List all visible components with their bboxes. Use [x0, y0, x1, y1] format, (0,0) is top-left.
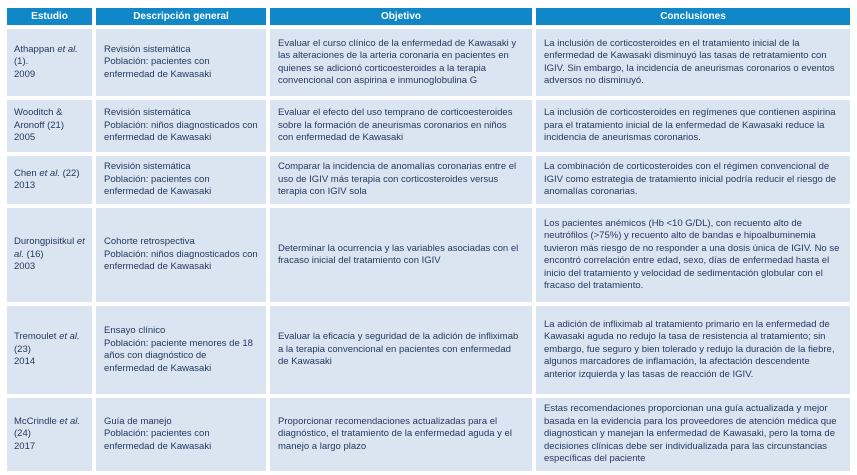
study-type: Guía de manejo	[104, 415, 172, 427]
et-al-italic: et al.	[57, 43, 78, 55]
et-al-italic: et al.	[59, 415, 81, 427]
study-population: Población: niños diagnosticados con enfermedad de Kawasaki	[104, 119, 258, 144]
study-year: 2017	[14, 440, 36, 452]
objective-cell: Evaluar el curso clínico de la enfermedad de Kawasaki y las alteraciones de la arteria coronaria en pacientes en quienes se adicionó corticoesteroides a la terapia convencional con aspirina e inmunoglobulina G	[270, 29, 532, 96]
study-population: Población: pacientes con enfermedad de Kawasaki	[104, 428, 212, 452]
study-year: 2005	[14, 132, 36, 144]
study-year: 2009	[14, 68, 36, 80]
study-type: Cohorte retrospectiva	[104, 236, 195, 248]
et-al-italic: et al.	[14, 236, 85, 260]
column-header-descripcion-general: Descripción general	[96, 8, 266, 25]
description-cell	[96, 398, 266, 471]
study-year: 2014	[14, 356, 36, 368]
description-cell	[96, 208, 266, 302]
study-cell	[7, 306, 92, 394]
objective-cell: Determinar la ocurrencia y las variables asociadas con el fracaso inicial del tratamiento con IGIV	[270, 208, 532, 302]
study-citation: McCrindle et al. (24)	[14, 415, 81, 440]
objective-cell: Evaluar el efecto del uso temprano de corticoesteroides sobre la formación de aneurismas coronarios en niños con enfermedad de Kawasaki	[270, 100, 532, 152]
description-cell	[96, 306, 266, 394]
study-citation: Athappan et al. (1).	[14, 43, 78, 68]
description-cell	[96, 100, 266, 152]
description-cell	[96, 156, 266, 204]
conclusions-cell: Los pacientes anémicos (Hb <10 G/DL), con recuento alto de neutrófilos (>75%) y recuento alto de bandas e hipoalbuminemia tuvieron más riesgo de no responder a una dosis única de IGIV. No se encontró correlación entre edad, sexo, días de enfermedad hasta el inicio del tratamiento y velocidad de sedimentación globular con el fracaso del tratamiento.	[536, 208, 850, 302]
column-header-objetivo: Objetivo	[270, 8, 532, 25]
conclusions-cell: La adición de infliximab al tratamiento primario en la enfermedad de Kawasaki aguda no redujo la tasa de resistencia al tratamiento; sin embargo, fue seguro y bien tolerado y redujo la duración de la fiebre, algunos marcadores de inflamación, la afectación descendente anterior izquierda y las tasas de reacción de IGIV.	[536, 306, 850, 394]
study-citation: Chen et al. (22)	[14, 167, 80, 179]
study-citation: Durongpisitkul et al. (16)	[14, 236, 85, 260]
study-citation: Tremoulet et al. (23)	[14, 331, 80, 355]
study-population: Población: pacientes con enfermedad de Kawasaki	[104, 56, 212, 80]
study-year: 2003	[14, 261, 36, 273]
column-header-estudio: Estudio	[7, 8, 92, 25]
conclusions-cell: La inclusión de corticosteroides en el tratamiento inicial de la enfermedad de Kawasaki disminuyó las tasas de retratamiento con IGIV. Sin embargo, la incidencia de aneurismas coronarios o eventos adversos no disminuyó.	[536, 29, 850, 96]
study-type: Revisión sistemática	[104, 107, 191, 119]
study-type: Revisión sistemática	[104, 161, 191, 173]
et-al-italic: et al.	[39, 167, 60, 179]
objective-cell: Evaluar la eficacia y seguridad de la adición de infliximab a la terapia convencional en pacientes con enfermedad de Kawasaki	[270, 306, 532, 394]
study-citation: Wooditch & Aronoff (21)	[14, 107, 64, 131]
study-cell	[7, 398, 92, 471]
conclusions-cell: La inclusión de corticosteroides en regímenes que contienen aspirina para el tratamiento inicial de la enfermedad de Kawasaki reduce la incidencia de aneurismas coronarios.	[536, 100, 850, 152]
study-type: Ensayo clínico	[104, 325, 166, 336]
conclusions-cell: La combinación de corticosteroides con el régimen convencional de IGIV como estrategia de tratamiento inicial podría reducir el riesgo de anomalías coronarias.	[536, 156, 850, 204]
objective-cell: Proporcionar recomendaciones actualizadas para el diagnóstico, el tratamiento de la enfermedad aguda y el manejo a largo plazo	[270, 398, 532, 471]
study-type: Revisión sistemática	[104, 43, 191, 55]
study-population: Población: niños diagnosticados con enfermedad de Kawasaki	[104, 248, 258, 273]
study-year: 2013	[14, 180, 36, 191]
study-cell	[7, 156, 92, 204]
conclusions-cell: Estas recomendaciones proporcionan una guía actualizada y mejor basada en la evidencia para los proveedores de atención médica que diagnostican y manejan la enfermedad de Kawasaki, pero la toma de decisiones clínicas debe ser individualizada para las circunstancias específicas del paciente	[536, 398, 850, 471]
evidence-table	[7, 8, 850, 471]
study-cell	[7, 100, 92, 152]
et-al-italic: et al.	[59, 331, 80, 343]
study-population: Población: pacientes con enfermedad de Kawasaki	[104, 173, 212, 198]
study-cell	[7, 29, 92, 96]
objective-cell: Comparar la incidencia de anomalías coronarias entre el uso de IGIV más terapia con corticosteroides versus terapia con IGIV sola	[270, 156, 532, 204]
column-header-conclusiones: Conclusiones	[536, 8, 850, 25]
description-cell	[96, 29, 266, 96]
study-cell	[7, 208, 92, 302]
study-population: Población: paciente menores de 18 años con diagnóstico de enfermedad de Kawasaki	[104, 337, 253, 374]
